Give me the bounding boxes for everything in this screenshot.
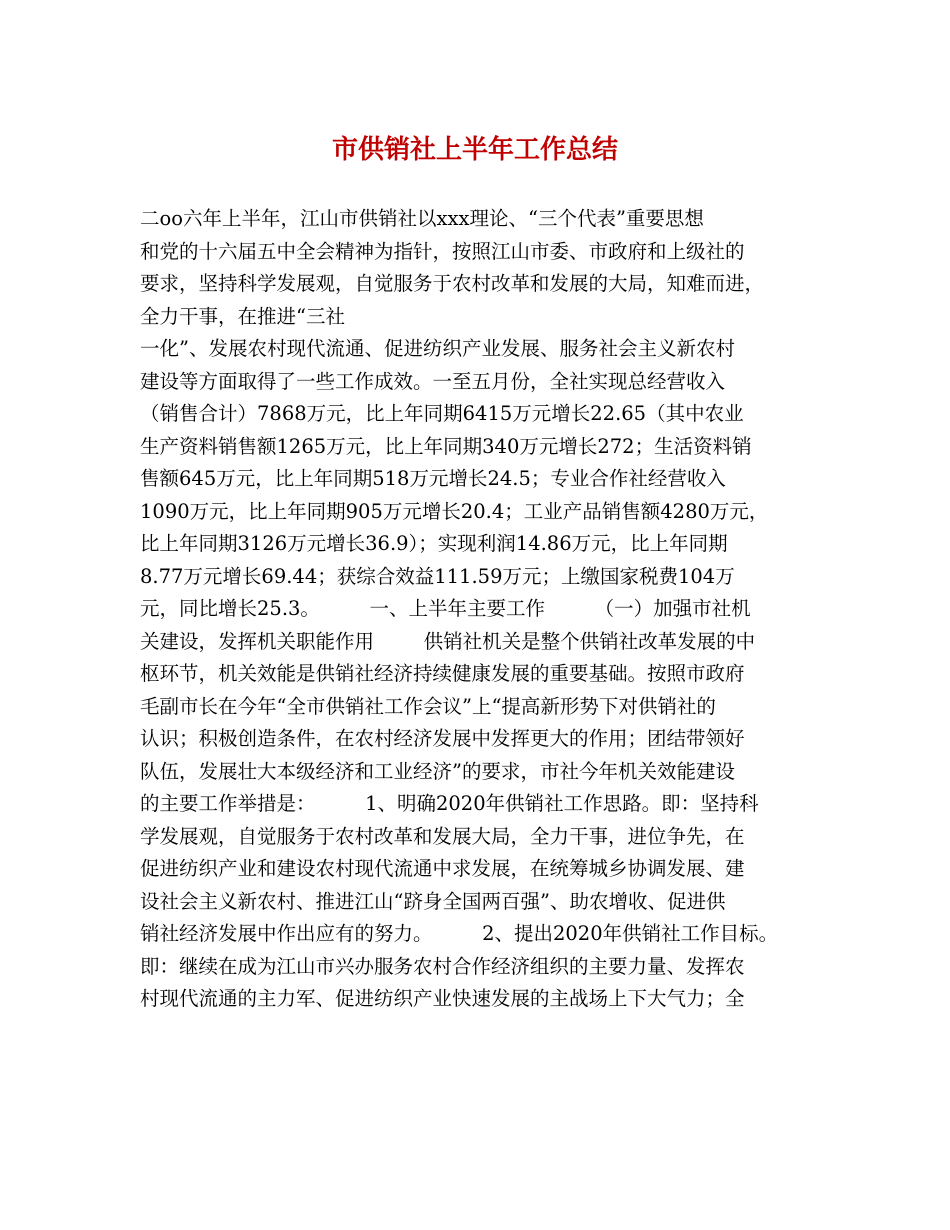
body-line: 销社经济发展中作出应有的努力。 2、提出2020年供销社工作目标。 [140, 922, 779, 945]
body-line: 设社会主义新农村、推进江山“跻身全国两百强”、助农增收、促进供 [140, 889, 726, 913]
body-line: 和党的十六届五中全会精神为指针，按照江山市委、市政府和上级社的 [140, 239, 745, 263]
body-line: （销售合计）7868万元，比上年同期6415万元增长22.65（其中农业 [140, 402, 744, 425]
body-line: 的主要工作举措是： 1、明确2020年供销社工作思路。即：坚持科 [140, 792, 759, 815]
body-line: 全力干事，在推进“三社 [140, 304, 345, 328]
body-line: 认识；积极创造条件，在农村经济发展中发挥更大的作用；团结带领好 [140, 727, 745, 750]
body-line: 关建设，发挥机关职能作用 供销社机关是整个供销社改革发展的中 [140, 629, 756, 653]
body-line: 枢环节，机关效能是供销社经济持续健康发展的重要基础。按照市政府 [140, 662, 745, 685]
body-line: 二oo六年上半年，江山市供销社以xxx理论、“三个代表”重要思想 [140, 207, 704, 230]
body-line: 队伍，发展壮大本级经济和工业经济”的要求，市社今年机关效能建设 [140, 759, 735, 783]
body-line: 建设等方面取得了一些工作成效。一至五月份，全社实现总经营收入 [140, 369, 726, 393]
body-line: 一化”、发展农村现代流通、促进纺织产业发展、服务社会主义新农村 [140, 337, 735, 360]
body-line: 要求，坚持科学发展观，自觉服务于农村改革和发展的大局，知难而进， [140, 272, 765, 295]
body-line: 毛副市长在今年“全市供销社工作会议”上“提高新形势下对供销社的 [140, 694, 716, 718]
body-line: 售额645万元，比上年同期518万元增长24.5；专业合作社经营收入 [140, 467, 726, 490]
body-line: 促进纺织产业和建设农村现代流通中求发展，在统筹城乡协调发展、建 [140, 857, 745, 880]
body-line: 村现代流通的主力军、促进纺织产业快速发展的主战场上下大气力；全 [140, 987, 745, 1010]
document-body [140, 203, 820, 1016]
document-title: 市供销社上半年工作总结 [331, 135, 618, 165]
body-line: 元，同比增长25.3。 一、上半年主要工作 （一）加强市社机 [140, 597, 751, 620]
body-line: 比上年同期3126万元增长36.9）；实现利润14.86万元，比上年同期 [140, 532, 728, 555]
body-line: 1090万元，比上年同期905万元增长20.4；工业产品销售额4280万元， [140, 499, 769, 523]
body-line: 即：继续在成为江山市兴办服务农村合作经济组织的主要力量、发挥农 [140, 954, 745, 978]
body-line: 生产资料销售额1265万元，比上年同期340万元增长272；生活资料销 [140, 434, 752, 458]
body-line: 8.77万元增长69.44；获综合效益111.59万元；上缴国家税费104万 [140, 564, 735, 588]
body-line: 学发展观，自觉服务于农村改革和发展大局，全力干事，进位争先，在 [140, 824, 745, 848]
